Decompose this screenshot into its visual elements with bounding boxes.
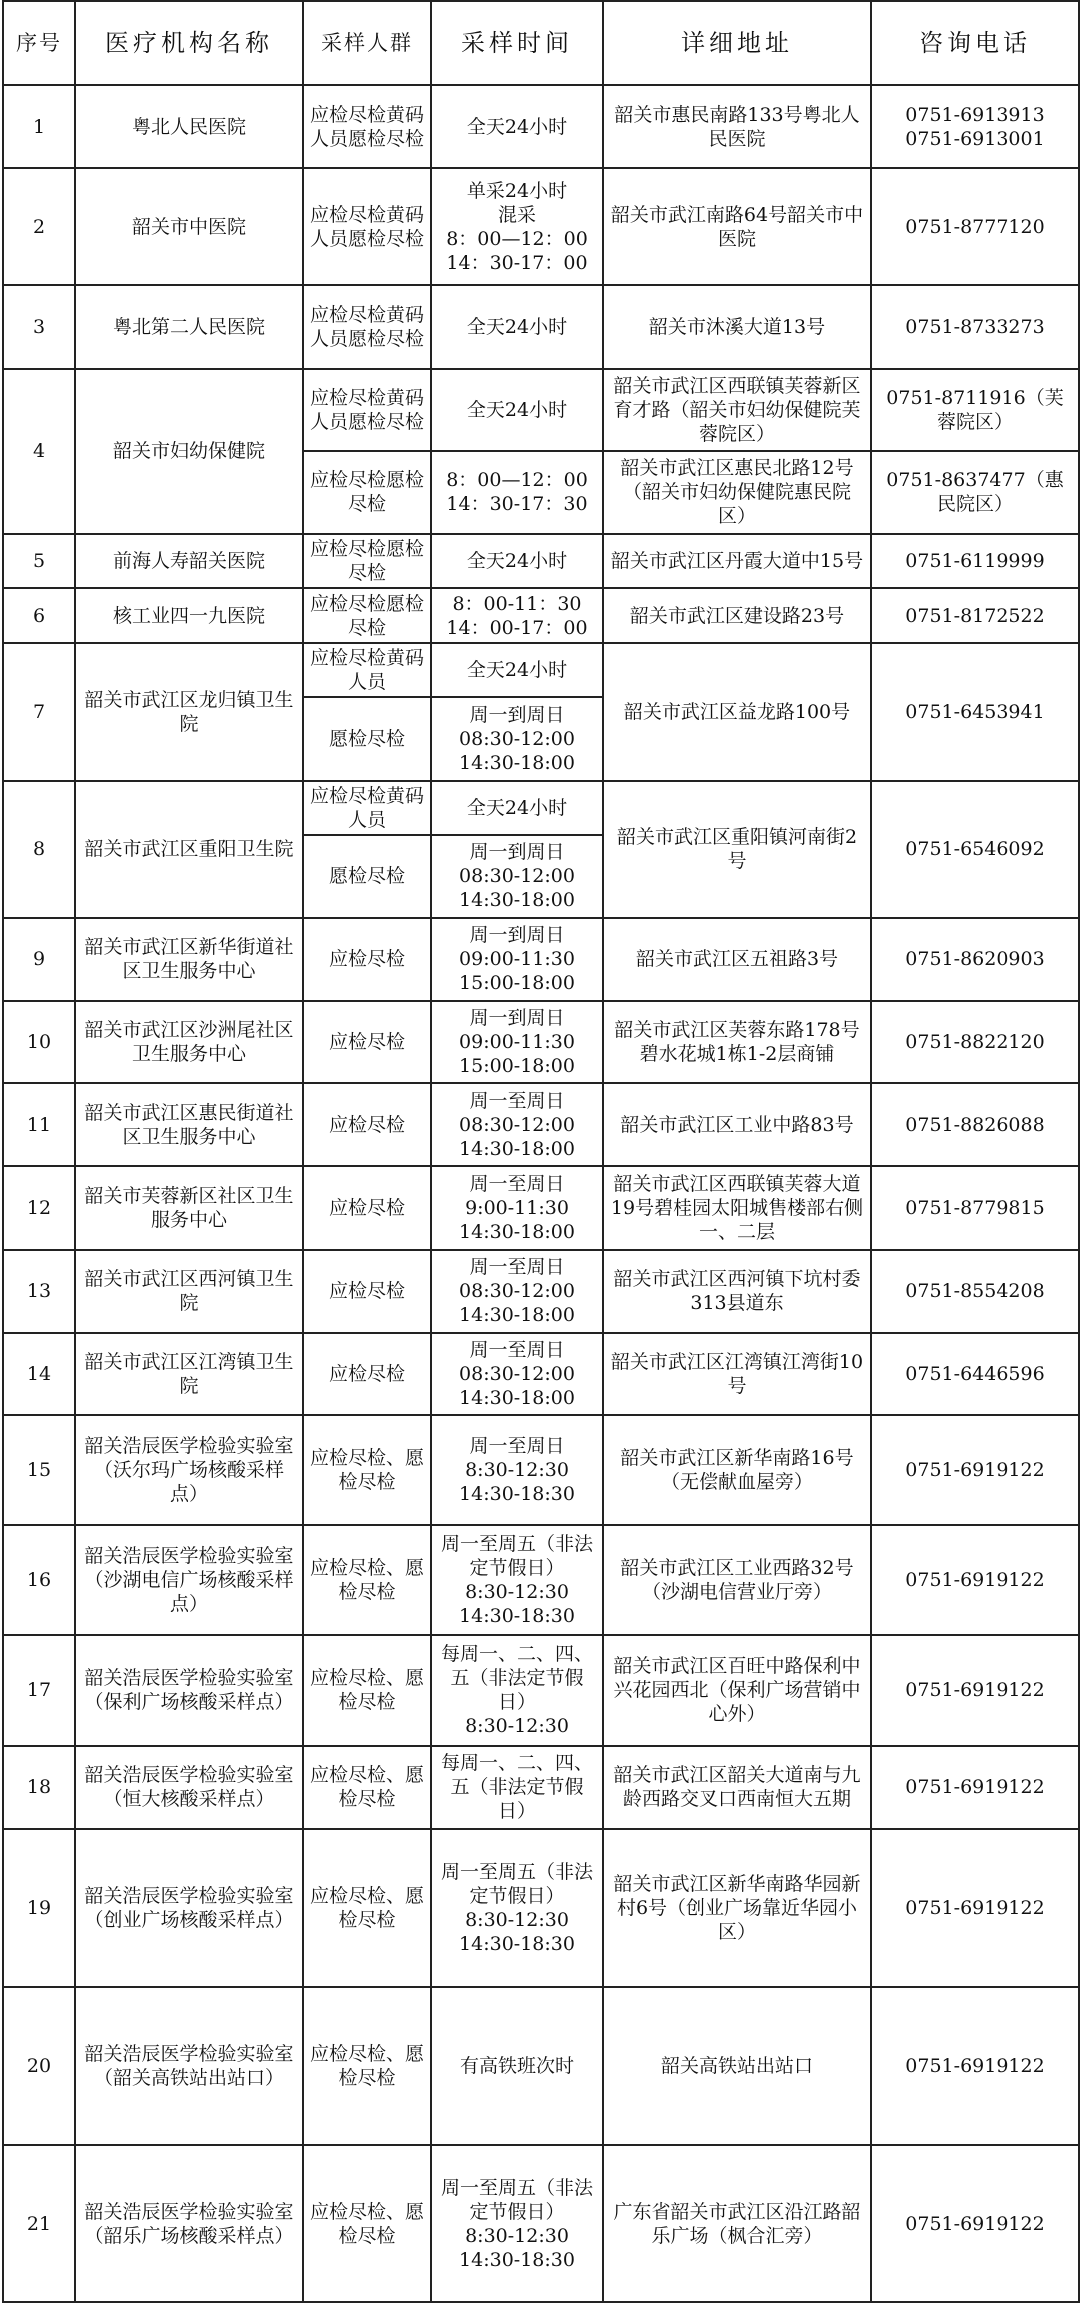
row-seq: 16: [3, 1525, 75, 1635]
row-phone: 0751-6919122: [871, 1525, 1079, 1635]
row-group: 应检尽检、愿检尽检: [303, 1987, 431, 2145]
row-group: 应检尽检愿检尽检: [303, 534, 431, 588]
row-group: 应检尽检愿检尽检: [303, 451, 431, 534]
header-group: 采样人群: [303, 1, 431, 85]
row-group: 应检尽检、愿检尽检: [303, 1829, 431, 1987]
table-row: [3, 285, 1079, 368]
row-address: 广东省韶关市武江区沿江路韶乐广场（枫合汇旁）: [603, 2145, 871, 2302]
row-address: 韶关高铁站出站口: [603, 1987, 871, 2145]
table-row: [3, 1829, 1079, 1987]
row-seq: 4: [3, 369, 75, 534]
row-address: 韶关市沐溪大道13号: [603, 285, 871, 368]
table-row: [3, 1987, 1079, 2145]
row-address: 韶关市武江区工业中路83号: [603, 1083, 871, 1166]
table-row: [3, 588, 1079, 643]
row-time: 每周一、二、四、五（非法定节假日） 8:30-12:30: [431, 1635, 603, 1745]
row-address: 韶关市武江区五祖路3号: [603, 918, 871, 1001]
header-name: 医疗机构名称: [75, 1, 303, 85]
table-row: [3, 534, 1079, 588]
table-row: [3, 1525, 1079, 1635]
row-address: 韶关市武江区工业西路32号（沙湖电信营业厅旁）: [603, 1525, 871, 1635]
row-institution: 韶关市中医院: [75, 168, 303, 285]
row-institution: 核工业四一九医院: [75, 588, 303, 643]
row-seq: 2: [3, 168, 75, 285]
row-time: 周一至周五（非法定节假日） 8:30-12:30 14:30-18:30: [431, 1525, 603, 1635]
row-group: 应检尽检: [303, 1083, 431, 1166]
row-address: 韶关市武江区丹霞大道中15号: [603, 534, 871, 588]
row-institution: 韶关市武江区惠民街道社区卫生服务中心: [75, 1083, 303, 1166]
row-time: 全天24小时: [431, 369, 603, 451]
row-seq: 15: [3, 1415, 75, 1525]
row-group: 应检尽检、愿检尽检: [303, 1635, 431, 1745]
row-time: 8：00-11：30 14：00-17：00: [431, 588, 603, 643]
row-address: 韶关市武江区西联镇芙蓉大道19号碧桂园太阳城售楼部右侧一、二层: [603, 1166, 871, 1249]
row-time: 8：00—12：00 14：30-17：30: [431, 451, 603, 534]
header-seq: 序号: [3, 1, 75, 85]
row-time: 周一至周日 08:30-12:00 14:30-18:00: [431, 1083, 603, 1166]
row-phone: 0751-6546092: [871, 781, 1079, 918]
row-seq: 12: [3, 1166, 75, 1249]
row-group: 应检尽检、愿检尽检: [303, 1415, 431, 1525]
row-phone: 0751-6919122: [871, 1746, 1079, 1829]
row-group: 应检尽检黄码人员愿检尽检: [303, 369, 431, 451]
row-institution: 韶关市武江区西河镇卫生院: [75, 1250, 303, 1333]
row-seq: 13: [3, 1250, 75, 1333]
row-phone: 0751-8779815: [871, 1166, 1079, 1249]
row-seq: 20: [3, 1987, 75, 2145]
table-row: [3, 1250, 1079, 1333]
row-phone: 0751-6119999: [871, 534, 1079, 588]
table-row: [3, 1166, 1079, 1249]
row-seq: 10: [3, 1001, 75, 1083]
row-group: 应检尽检黄码人员: [303, 781, 431, 835]
row-seq: 17: [3, 1635, 75, 1745]
row-address: 韶关市武江区芙蓉东路178号碧水花城1栋1-2层商铺: [603, 1001, 871, 1083]
row-phone: 0751-8554208: [871, 1250, 1079, 1333]
table-row: [3, 1415, 1079, 1525]
row-address: 韶关市惠民南路133号粤北人民医院: [603, 85, 871, 168]
table-row: [3, 1083, 1079, 1166]
row-phone: 0751-8826088: [871, 1083, 1079, 1166]
header-row: [3, 1, 1079, 85]
row-time: 周一到周日 09:00-11:30 15:00-18:00: [431, 1001, 603, 1083]
row-group: 应检尽检黄码人员愿检尽检: [303, 85, 431, 168]
header-phone: 咨询电话: [871, 1, 1079, 85]
row-seq: 8: [3, 781, 75, 918]
row-phone: 0751-8777120: [871, 168, 1079, 285]
table-row: [3, 1001, 1079, 1083]
row-address: 韶关市武江区百旺中路保利中兴花园西北（保利广场营销中心外）: [603, 1635, 871, 1745]
row-time: 周一到周日 08:30-12:00 14:30-18:00: [431, 835, 603, 918]
row-time: 全天24小时: [431, 285, 603, 368]
row-time: 每周一、二、四、五（非法定节假日）: [431, 1746, 603, 1829]
row-group: 应检尽检黄码人员: [303, 643, 431, 697]
row-address: 韶关市武江区韶关大道南与九龄西路交叉口西南恒大五期: [603, 1746, 871, 1829]
row-institution: 韶关市武江区新华街道社区卫生服务中心: [75, 918, 303, 1001]
row-group: 应检尽检: [303, 918, 431, 1001]
row-institution: 韶关浩辰医学检验实验室 （恒大核酸采样点）: [75, 1746, 303, 1829]
header-time: 采样时间: [431, 1, 603, 85]
table-row: [3, 1635, 1079, 1745]
row-address: 韶关市武江区建设路23号: [603, 588, 871, 643]
row-address: 韶关市武江区重阳镇河南街2号: [603, 781, 871, 918]
row-time: 周一至周日 8:30-12:30 14:30-18:30: [431, 1415, 603, 1525]
row-time: 全天24小时: [431, 85, 603, 168]
row-phone: 0751-8711916（芙蓉院区）: [871, 369, 1079, 451]
row-address: 韶关市武江区江湾镇江湾街10号: [603, 1333, 871, 1415]
row-address: 韶关市武江南路64号韶关市中医院: [603, 168, 871, 285]
row-institution: 韶关浩辰医学检验实验室 （沃尔玛广场核酸采样点）: [75, 1415, 303, 1525]
table-row: [3, 1333, 1079, 1415]
row-seq: 11: [3, 1083, 75, 1166]
row-group: 应检尽检黄码人员愿检尽检: [303, 285, 431, 368]
row-seq: 9: [3, 918, 75, 1001]
sampling-sites-table: [2, 0, 1080, 2303]
row-group: 应检尽检: [303, 1250, 431, 1333]
row-phone: 0751-6919122: [871, 1987, 1079, 2145]
row-institution: 韶关浩辰医学检验实验室 （韶乐广场核酸采样点）: [75, 2145, 303, 2302]
row-time: 周一到周日 08:30-12:00 14:30-18:00: [431, 697, 603, 780]
row-institution: 韶关市武江区沙洲尾社区卫生服务中心: [75, 1001, 303, 1083]
table-row: [3, 781, 1079, 835]
table-row: [3, 1746, 1079, 1829]
row-group: 应检尽检: [303, 1001, 431, 1083]
row-group: 愿检尽检: [303, 835, 431, 918]
row-time: 单采24小时 混采 8：00—12：00 14：30-17：00: [431, 168, 603, 285]
row-time: 周一到周日 09:00-11:30 15:00-18:00: [431, 918, 603, 1001]
row-seq: 21: [3, 2145, 75, 2302]
row-seq: 3: [3, 285, 75, 368]
table-row: [3, 85, 1079, 168]
table-row: [3, 2145, 1079, 2302]
row-phone: 0751-8822120: [871, 1001, 1079, 1083]
row-group: 愿检尽检: [303, 697, 431, 780]
row-institution: 韶关市妇幼保健院: [75, 369, 303, 534]
row-institution: 韶关市武江区龙归镇卫生院: [75, 643, 303, 780]
row-phone: 0751-8172522: [871, 588, 1079, 643]
row-seq: 19: [3, 1829, 75, 1987]
row-phone: 0751-6919122: [871, 1635, 1079, 1745]
row-group: 应检尽检愿检尽检: [303, 588, 431, 643]
row-time: 周一至周日 9:00-11:30 14:30-18:00: [431, 1166, 603, 1249]
row-institution: 韶关市武江区江湾镇卫生院: [75, 1333, 303, 1415]
row-phone: 0751-6919122: [871, 1415, 1079, 1525]
row-time: 全天24小时: [431, 534, 603, 588]
row-address: 韶关市武江区西联镇芙蓉新区育才路（韶关市妇幼保健院芙蓉院区）: [603, 369, 871, 451]
row-seq: 6: [3, 588, 75, 643]
row-time: 全天24小时: [431, 781, 603, 835]
row-phone: 0751-6919122: [871, 1829, 1079, 1987]
row-phone: 0751-6913913 0751-6913001: [871, 85, 1079, 168]
row-address: 韶关市武江区西河镇下坑村委313县道东: [603, 1250, 871, 1333]
row-address: 韶关市武江区益龙路100号: [603, 643, 871, 780]
row-institution: 粤北第二人民医院: [75, 285, 303, 368]
row-time: 周一至周日 08:30-12:00 14:30-18:00: [431, 1333, 603, 1415]
table-row: [3, 918, 1079, 1001]
header-address: 详细地址: [603, 1, 871, 85]
row-group: 应检尽检: [303, 1333, 431, 1415]
row-institution: 前海人寿韶关医院: [75, 534, 303, 588]
row-phone: 0751-6453941: [871, 643, 1079, 780]
table-row: [3, 369, 1079, 451]
row-seq: 7: [3, 643, 75, 780]
table-row: [3, 643, 1079, 697]
row-address: 韶关市武江区新华南路华园新村6号（创业广场靠近华园小区）: [603, 1829, 871, 1987]
row-time: 全天24小时: [431, 643, 603, 697]
row-institution: 韶关浩辰医学检验实验室 （创业广场核酸采样点）: [75, 1829, 303, 1987]
row-phone: 0751-8620903: [871, 918, 1079, 1001]
row-group: 应检尽检、愿检尽检: [303, 1746, 431, 1829]
row-seq: 1: [3, 85, 75, 168]
row-institution: 韶关浩辰医学检验实验室 （沙湖电信广场核酸采样点）: [75, 1525, 303, 1635]
row-address: 韶关市武江区新华南路16号（无偿献血屋旁）: [603, 1415, 871, 1525]
row-group: 应检尽检、愿检尽检: [303, 2145, 431, 2302]
row-phone: 0751-8733273: [871, 285, 1079, 368]
row-institution: 韶关浩辰医学检验实验室 （保利广场核酸采样点）: [75, 1635, 303, 1745]
row-seq: 18: [3, 1746, 75, 1829]
table-row: [3, 168, 1079, 285]
row-seq: 14: [3, 1333, 75, 1415]
row-address: 韶关市武江区惠民北路12号（韶关市妇幼保健院惠民院区）: [603, 451, 871, 534]
row-group: 应检尽检黄码人员愿检尽检: [303, 168, 431, 285]
row-phone: 0751-8637477（惠民院区）: [871, 451, 1079, 534]
row-time: 周一至周五（非法定节假日） 8:30-12:30 14:30-18:30: [431, 1829, 603, 1987]
row-time: 有高铁班次时: [431, 1987, 603, 2145]
row-institution: 粤北人民医院: [75, 85, 303, 168]
row-institution: 韶关市芙蓉新区社区卫生服务中心: [75, 1166, 303, 1249]
row-time: 周一至周日 08:30-12:00 14:30-18:00: [431, 1250, 603, 1333]
row-seq: 5: [3, 534, 75, 588]
row-group: 应检尽检: [303, 1166, 431, 1249]
row-institution: 韶关市武江区重阳卫生院: [75, 781, 303, 918]
row-institution: 韶关浩辰医学检验实验室 （韶关高铁站出站口）: [75, 1987, 303, 2145]
row-group: 应检尽检、愿检尽检: [303, 1525, 431, 1635]
row-phone: 0751-6446596: [871, 1333, 1079, 1415]
row-phone: 0751-6919122: [871, 2145, 1079, 2302]
row-time: 周一至周五（非法定节假日） 8:30-12:30 14:30-18:30: [431, 2145, 603, 2302]
